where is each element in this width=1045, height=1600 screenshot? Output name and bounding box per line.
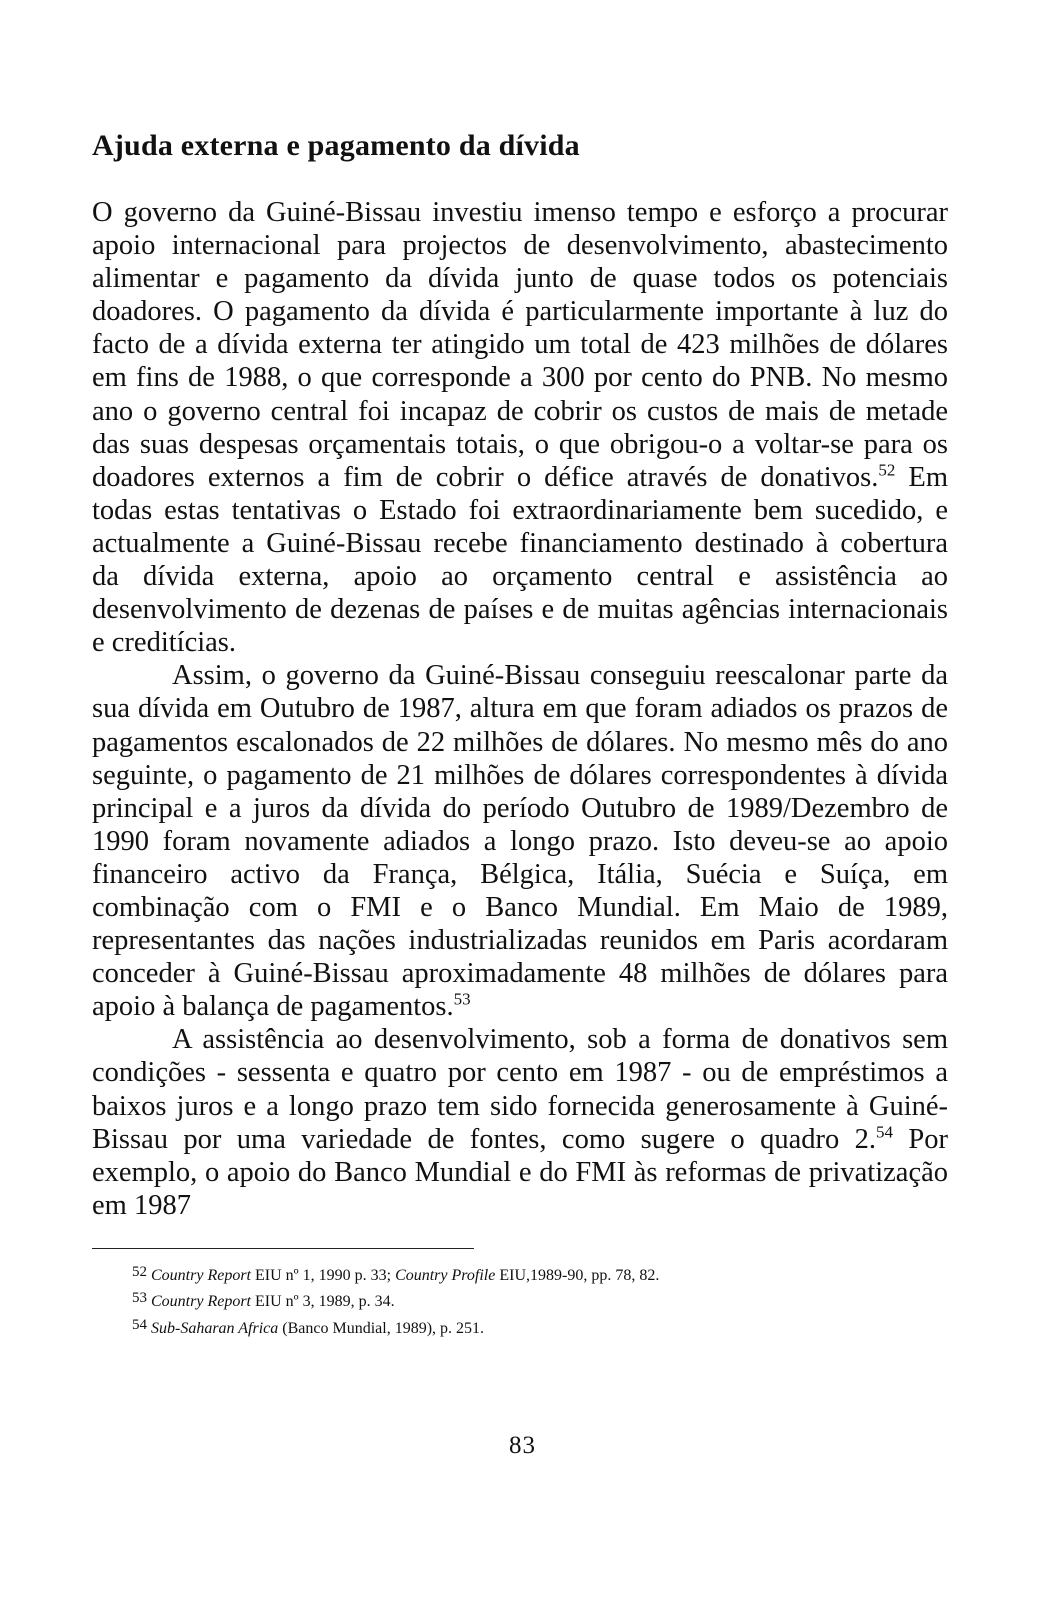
paragraph-1 — [92, 196, 948, 659]
paragraph-3-text-a: A assistência ao desenvolvimento, sob a forma de donativos sem condições - sessenta e quatro por cento em 1987 - ou de empréstimos a baixos juros e a longo prazo tem sido fornecida generosamente à Guiné-Bissau por uma variedade de fontes, como sugere o quadro 2. — [92, 1024, 948, 1155]
footnote-ref-52: 52 — [878, 460, 896, 480]
footnote-53 — [132, 1287, 948, 1314]
footnote-number: 54 — [132, 1316, 147, 1333]
footnote-title: Country Report — [151, 1266, 251, 1284]
page-number: 83 — [509, 1432, 536, 1459]
footnote-52 — [132, 1261, 948, 1288]
footnote-ref-54: 54 — [876, 1122, 893, 1142]
paragraph-2 — [92, 659, 948, 1023]
footnote-text: EIU nº 3, 1989, p. 34. — [251, 1293, 395, 1311]
footnote-text: (Banco Mundial, 1989), p. 251. — [278, 1319, 485, 1337]
page-body — [92, 118, 948, 1340]
paragraph-1-text-b: Em todas estas tentativas o Estado foi extraordinariamente bem sucedido, e actualmente a Guiné-Bissau recebe financiamento destinado à cobertura da dívida externa, apoio ao orçamento central e assistência ao desenvolvimento de dezenas de países e de muitas agências internacionais e creditícias. — [92, 461, 949, 659]
paragraph-1-text-a: O governo da Guiné-Bissau investiu imenso tempo e esforço a procurar apoio internacional para projectos de desenvolvimento, abastecimento alimentar e pagamento da dívida junto de quase todos os potenciais doadores. O pagamento da dívida é particularmente importante à luz do facto de a dívida externa ter atingido um total de 423 milhões de dólares em fins de 1988, o que corresponde a 300 por cento do PNB. No mesmo ano o governo central foi incapaz de cobrir os custos de mais de metade das suas despesas orçamentais totais, o que obrigou-o a voltar-se para os doadores externos a fim de cobrir o défice através de donativos. — [92, 197, 948, 493]
footnote-text: EIU nº 1, 1990 p. 33; — [251, 1266, 396, 1284]
footnote-ref-53: 53 — [453, 989, 471, 1009]
footnote-title: Country Report — [151, 1293, 251, 1311]
paragraph-2-text-a: Assim, o governo da Guiné-Bissau conseguiu reescalonar parte da sua dívida em Outubro de 1987, altura em que foram adiados os prazos de pagamentos escalonados de 22 milhões de dólares. No mesmo mês do ano seguinte, o pagamento de 21 milhões de dólares correspondentes à dívida principal e a juros da dívida do período Outubro de 1989/Dezembro de 1990 foram novamente adiados a longo prazo. Isto deveu-se ao apoio financeiro activo da França, Bélgica, Itália, Suécia e Suíça, em combinação com o FMI e o Banco Mundial. Em Maio de 1989, representantes das nações industrializadas reunidos em Paris acordaram conceder à Guiné-Bissau aproximadamente 48 milhões de dólares para apoio à balança de pagamentos. — [92, 660, 948, 1023]
footnotes — [92, 1261, 948, 1341]
paragraph-3-text-b: Por exemplo, o apoio do Banco Mundial e do FMI às reformas de privatização em 1987 — [92, 1123, 948, 1221]
footnote-title: Sub-Saharan Africa — [151, 1319, 279, 1337]
footnote-text: EIU,1989-90, pp. 78, 82. — [495, 1266, 660, 1284]
section-heading: Ajuda externa e pagamento da dívida — [92, 129, 580, 162]
footnote-number: 53 — [132, 1290, 147, 1307]
footnote-number: 52 — [132, 1263, 147, 1280]
footnote-54 — [132, 1314, 948, 1341]
footnote-divider — [92, 1248, 474, 1249]
paragraph-3 — [92, 1023, 948, 1222]
footnote-title: Country Profile — [395, 1266, 496, 1284]
